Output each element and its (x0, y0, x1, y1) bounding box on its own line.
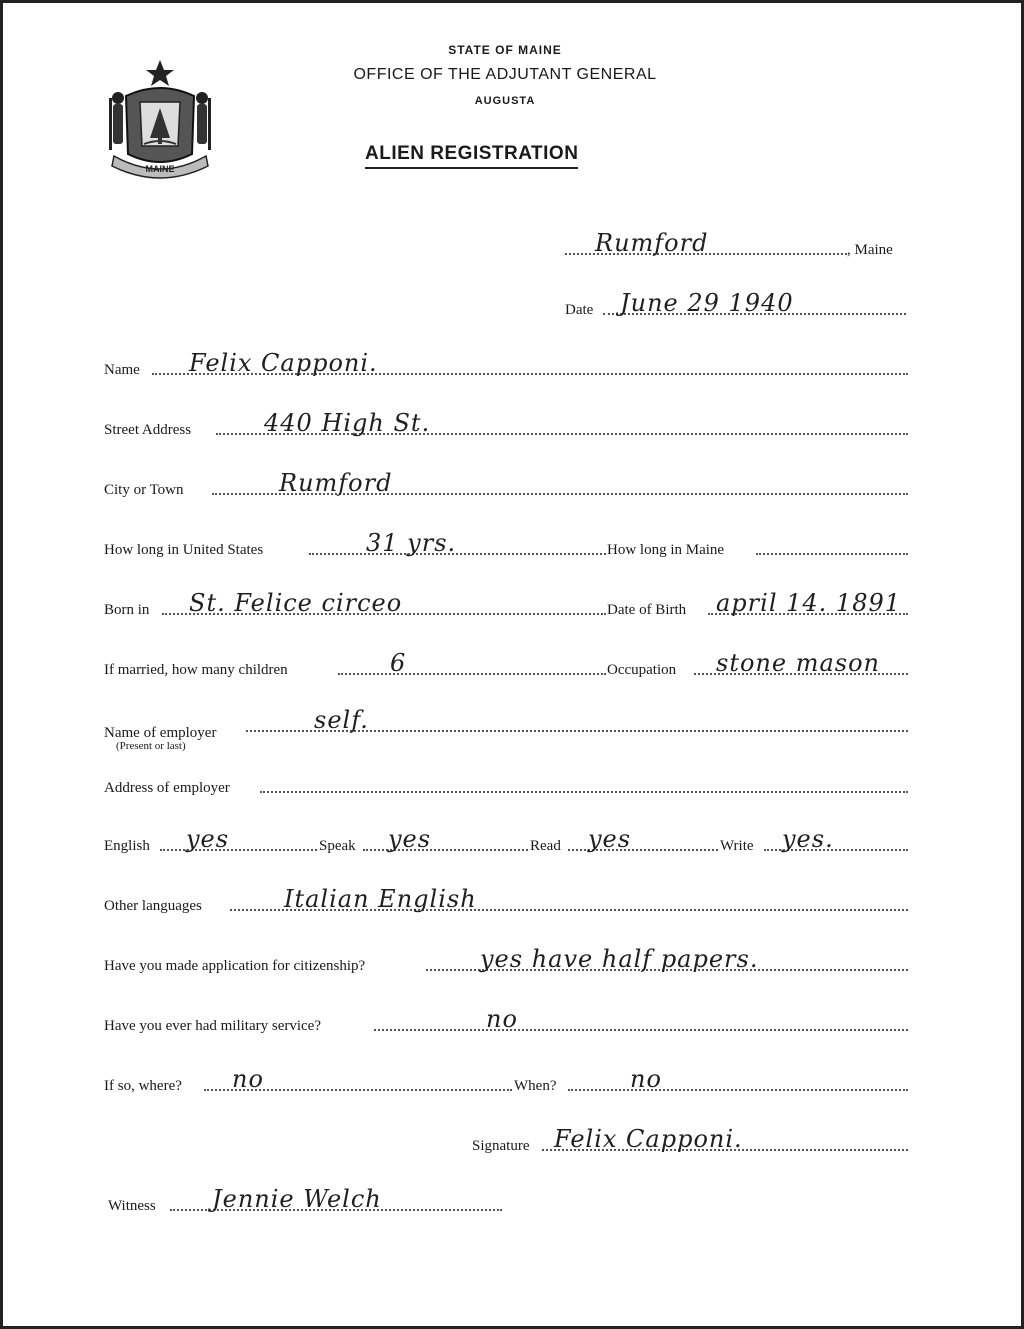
seal-motto-text: MAINE (145, 164, 175, 174)
children-label: If married, how many children (104, 662, 288, 678)
date-of-birth-label: Date of Birth (607, 602, 687, 618)
date-of-birth-value[interactable]: april 14. 1891 (716, 589, 901, 617)
occupation-label: Occupation (607, 662, 677, 678)
street-address-row (104, 409, 910, 443)
english-row (104, 825, 910, 859)
name-value[interactable]: Felix Capponi. (189, 349, 378, 377)
english-label: English (104, 838, 150, 854)
speak-value[interactable]: yes (388, 825, 432, 853)
occupation-value[interactable]: stone mason (716, 649, 880, 677)
name-row (104, 349, 910, 383)
military-label: Have you ever had military service? (104, 1018, 321, 1034)
signature-label: Signature (472, 1138, 530, 1154)
signature-row (472, 1125, 910, 1159)
witness-label: Witness (108, 1198, 156, 1214)
other-languages-value[interactable]: Italian English (284, 885, 477, 913)
military-dots (374, 1029, 908, 1031)
where-when-row (104, 1065, 910, 1099)
employer-label (104, 725, 216, 752)
city-row (104, 469, 910, 503)
signature-value[interactable]: Felix Capponi. (554, 1125, 743, 1153)
city-value[interactable]: Rumford (279, 469, 393, 497)
how-long-row (104, 529, 910, 563)
other-languages-label: Other languages (104, 898, 202, 914)
military-value[interactable]: no (486, 1005, 518, 1033)
children-value[interactable]: 6 (390, 649, 407, 677)
citizenship-row (104, 945, 910, 979)
name-label: Name (104, 362, 140, 378)
employer-label-text: Name of employer (104, 725, 217, 741)
how-long-maine-label: How long in Maine (607, 542, 725, 558)
how-long-us-value[interactable]: 31 yrs. (366, 529, 457, 557)
city-label: City or Town (104, 482, 184, 498)
born-row (104, 589, 950, 623)
employer-address-label: Address of employer (104, 780, 230, 796)
citizenship-label: Have you made application for citizenship? (104, 958, 366, 974)
english-dots (160, 849, 317, 851)
employer-row (104, 706, 910, 754)
children-row (104, 649, 950, 683)
born-in-value[interactable]: St. Felice circeo (189, 589, 403, 617)
place-value[interactable]: Rumford (595, 229, 709, 257)
write-value[interactable]: yes. (782, 825, 834, 853)
write-label: Write (720, 838, 754, 854)
english-value[interactable]: yes (186, 825, 230, 853)
street-address-value[interactable]: 440 High St. (264, 409, 431, 437)
military-row (104, 1005, 910, 1039)
children-dots (338, 673, 606, 675)
how-long-us-dots (309, 553, 606, 555)
place-row (565, 229, 910, 263)
read-value[interactable]: yes (588, 825, 632, 853)
witness-row (108, 1185, 504, 1219)
employer-address-dots (260, 791, 908, 793)
read-label: Read (530, 838, 561, 854)
street-address-label: Street Address (104, 422, 192, 438)
speak-label: Speak (319, 838, 356, 854)
citizenship-value[interactable]: yes have half papers. (480, 945, 759, 973)
when-value[interactable]: no (630, 1065, 662, 1093)
employer-sublabel: (Present or last) (116, 740, 186, 752)
header-office: OFFICE OF THE ADJUTANT GENERAL (353, 66, 657, 83)
when-label: When? (514, 1078, 557, 1094)
employer-value[interactable]: self. (314, 706, 369, 734)
how-long-maine-dots (756, 553, 908, 555)
date-value[interactable]: June 29 1940 (620, 289, 794, 317)
date-label: Date (565, 302, 594, 318)
born-in-label: Born in (104, 602, 150, 618)
state-seal-icon (104, 58, 216, 182)
place-suffix-label: , Maine (847, 242, 893, 258)
employer-address-row (104, 771, 910, 801)
form-title: ALIEN REGISTRATION (365, 143, 578, 169)
header-city: AUGUSTA (474, 95, 536, 107)
how-long-us-label: How long in United States (104, 542, 264, 558)
date-row (565, 289, 910, 323)
when-dots (568, 1089, 908, 1091)
other-languages-row (104, 885, 910, 919)
header-state: STATE OF MAINE (448, 43, 562, 57)
where-value[interactable]: no (232, 1065, 264, 1093)
where-label: If so, where? (104, 1078, 182, 1094)
witness-value[interactable]: Jennie Welch (212, 1185, 382, 1213)
